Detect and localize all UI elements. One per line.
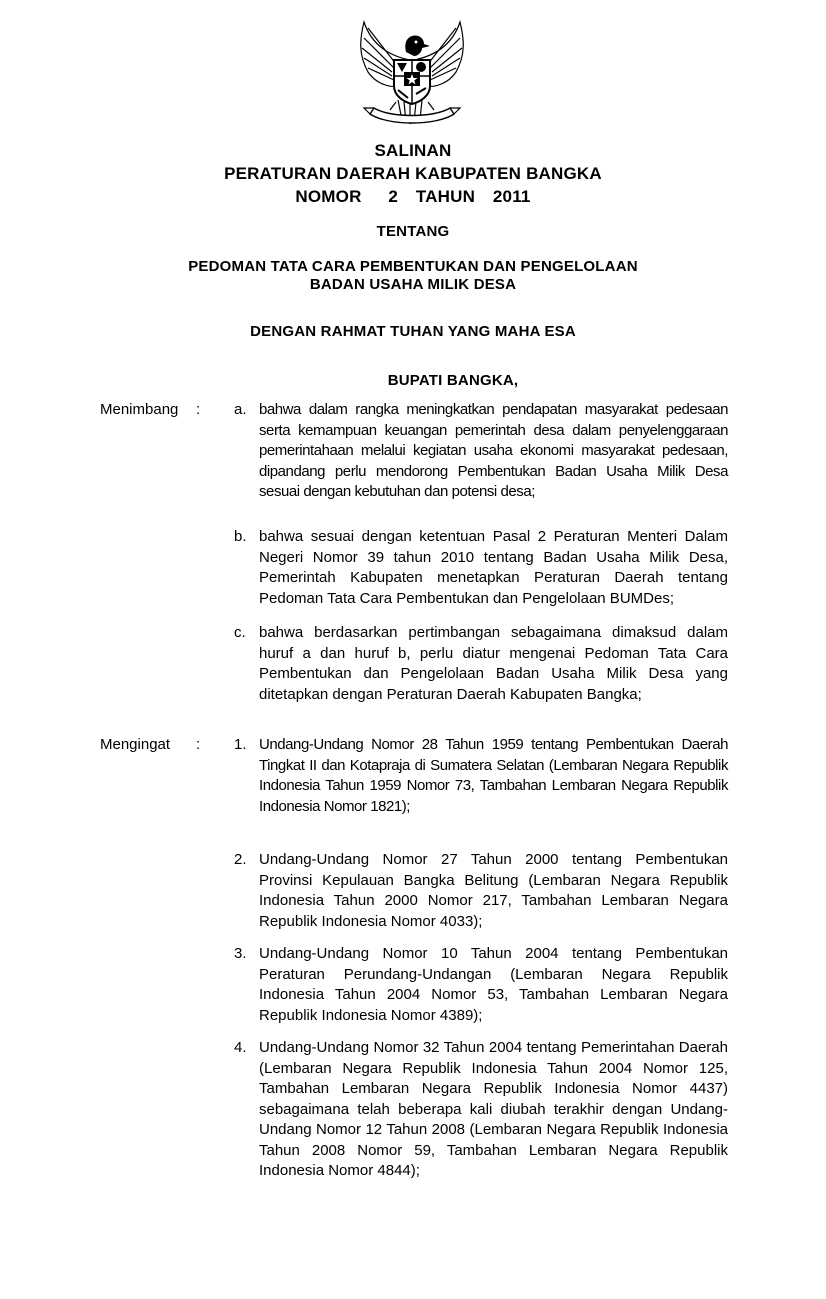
item-text: bahwa berdasarkan pertimbangan sebagaimana dimaksud dalam huruf a dan huruf b, perlu diatur mengenai Pedoman Tata Cara Pembentukan dan Pengelolaan Badan Usaha Milik Desa yang ditetapkan dengan Peraturan Daerah Kabupaten Bangka; [259,624,728,703]
regulation-title-line1: PEDOMAN TATA CARA PEMBENTUKAN DAN PENGELOLAAN [188,258,638,275]
item-text: bahwa sesuai dengan ketentuan Pasal 2 Peraturan Menteri Dalam Negeri Nomor 39 tahun 2010 tentang Badan Usaha Milik Desa, Pemerintah Kabupaten menetapkan Peraturan Daerah tentang Pedoman Tata Cara Pembentukan dan Pengelolaan BUMDes; [259,528,728,607]
regulation-number: NOMOR 2 TAHUN 2011 [295,187,531,206]
copy-label: SALINAN [374,141,452,160]
regulation-title-line2: BADAN USAHA MILIK DESA [309,276,517,293]
regulation-heading: PERATURAN DAERAH KABUPATEN BANGKA [224,164,602,183]
item-marker: c. [234,624,246,641]
menimbang-colon: : [196,401,201,418]
item-marker: b. [234,528,247,545]
item-text: Undang-Undang Nomor 28 Tahun 1959 tentang Pembentukan Daerah Tingkat II dan Kotapraja di Sumatera Selatan (Lembaran Negara Republik Indonesia Tahun 1959 Nomor 73, Tambahan Lembaran Negara Republik Indonesia Nomor 1821); [259,736,728,815]
item-text: Undang-Undang Nomor 27 Tahun 2000 tentang Pembentukan Provinsi Kepulauan Bangka Belitung (Lembaran Negara Republik Indonesia Tahun 2000 Nomor 217, Tambahan Lembaran Negara Republik Indonesia Nomor 4033); [259,851,728,930]
authority-heading: BUPATI BANGKA, [387,372,519,389]
garuda-emblem-icon [350,16,474,136]
item-text: Undang-Undang Nomor 32 Tahun 2004 tentang Pemerintahan Daerah (Lembaran Negara Republik Indonesia Tahun 2004 Nomor 125, Tambahan Lembaran Negara Republik Indonesia Nomor 4437) sebagaimana telah beberapa kali diubah terakhir dengan Undang-Undang Nomor 12 Tahun 2008 (Lembaran Negara Republik Indonesia Tahun 2008 Nomor 59, Tambahan Lembaran Negara Republik Indonesia Nomor 4844); [259,1039,728,1179]
item-marker: a. [234,401,247,418]
item-text: Undang-Undang Nomor 10 Tahun 2004 tentang Pembentukan Peraturan Perundang-Undangan (Lembaran Negara Republik Indonesia Tahun 2004 Nomor 53, Tambahan Lembaran Negara Republik Indonesia Nomor 4389); [259,945,728,1024]
item-text: bahwa dalam rangka meningkatkan pendapatan masyarakat pedesaan serta kemampuan keuangan pemerintah desa dalam penyelenggaraan pemerintahaan melalui kegiatan usaha ekonomi masyarakat pedesaan, dipandang perlu mendorong Pembentukan Badan Usaha Milik Desa sesuai dengan kebutuhan dan potensi desa; [259,401,728,500]
mengingat-colon: : [196,736,201,753]
menimbang-label: Menimbang [100,401,179,418]
mengingat-label: Mengingat [100,736,171,753]
item-marker: 2. [234,851,247,868]
tentang-heading: TENTANG [376,223,450,240]
item-marker: 4. [234,1039,247,1056]
invocation-heading: DENGAN RAHMAT TUHAN YANG MAHA ESA [250,323,576,340]
item-marker: 3. [234,945,247,962]
item-marker: 1. [234,736,247,753]
